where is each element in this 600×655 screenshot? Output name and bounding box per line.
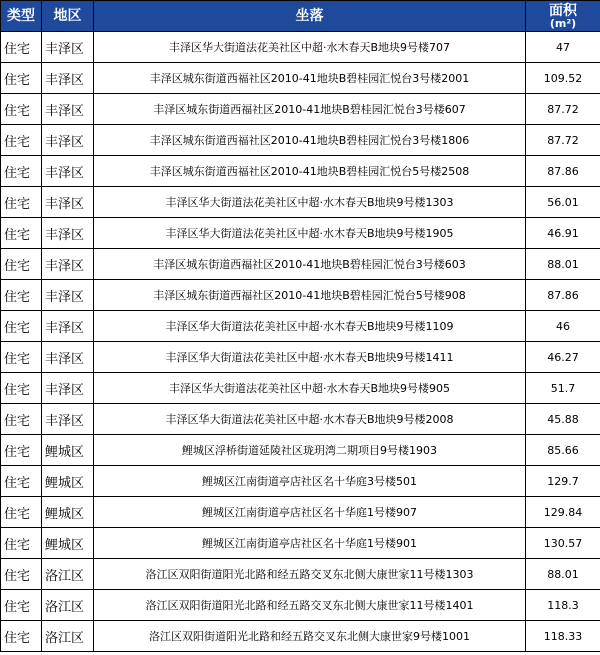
cell-type: 住宅 <box>1 94 42 125</box>
cell-address: 丰泽区华大街道法花美社区中超·水木春天B地块9号楼1109 <box>94 311 526 342</box>
header-area <box>526 1 600 32</box>
cell-district: 洛江区 <box>42 590 94 621</box>
table-row <box>1 373 600 404</box>
cell-type: 住宅 <box>1 280 42 311</box>
cell-type: 住宅 <box>1 125 42 156</box>
cell-address: 丰泽区城东街道西福社区2010-41地块B碧桂园汇悦台5号楼2508 <box>94 156 526 187</box>
cell-area: 129.7 <box>526 466 600 497</box>
table-row <box>1 249 600 280</box>
cell-area: 46.91 <box>526 218 600 249</box>
cell-address: 丰泽区华大街道法花美社区中超·水木春天B地块9号楼905 <box>94 373 526 404</box>
cell-type: 住宅 <box>1 32 42 63</box>
table-row <box>1 466 600 497</box>
cell-area: 87.86 <box>526 280 600 311</box>
cell-district: 丰泽区 <box>42 249 94 280</box>
cell-address: 丰泽区华大街道法花美社区中超·水木春天B地块9号楼1303 <box>94 187 526 218</box>
cell-district: 丰泽区 <box>42 125 94 156</box>
cell-district: 洛江区 <box>42 621 94 652</box>
cell-address: 洛江区双阳街道阳光北路和经五路交叉东北侧大康世家9号楼1001 <box>94 621 526 652</box>
cell-district: 鲤城区 <box>42 435 94 466</box>
cell-district: 丰泽区 <box>42 404 94 435</box>
cell-area: 109.52 <box>526 63 600 94</box>
cell-district: 丰泽区 <box>42 311 94 342</box>
cell-address: 丰泽区华大街道法花美社区中超·水木春天B地块9号楼2008 <box>94 404 526 435</box>
table-row <box>1 559 600 590</box>
cell-district: 丰泽区 <box>42 342 94 373</box>
cell-type: 住宅 <box>1 590 42 621</box>
cell-type: 住宅 <box>1 404 42 435</box>
table-row <box>1 280 600 311</box>
cell-address: 丰泽区城东街道西福社区2010-41地块B碧桂园汇悦台3号楼1806 <box>94 125 526 156</box>
cell-type: 住宅 <box>1 63 42 94</box>
cell-address: 鲤城区江南街道亭店社区名十华庭1号楼901 <box>94 528 526 559</box>
cell-address: 洛江区双阳街道阳光北路和经五路交叉东北侧大康世家11号楼1303 <box>94 559 526 590</box>
table-row <box>1 218 600 249</box>
cell-type: 住宅 <box>1 466 42 497</box>
cell-district: 丰泽区 <box>42 218 94 249</box>
table-row <box>1 156 600 187</box>
cell-type: 住宅 <box>1 528 42 559</box>
cell-district: 丰泽区 <box>42 156 94 187</box>
cell-area: 51.7 <box>526 373 600 404</box>
cell-area: 87.86 <box>526 156 600 187</box>
table-row <box>1 342 600 373</box>
cell-address: 丰泽区城东街道西福社区2010-41地块B碧桂园汇悦台3号楼2001 <box>94 63 526 94</box>
cell-district: 丰泽区 <box>42 63 94 94</box>
cell-type: 住宅 <box>1 249 42 280</box>
cell-address: 丰泽区城东街道西福社区2010-41地块B碧桂园汇悦台3号楼603 <box>94 249 526 280</box>
header-row <box>1 1 600 32</box>
cell-area: 87.72 <box>526 94 600 125</box>
cell-address: 鲤城区江南街道亭店社区名十华庭3号楼501 <box>94 466 526 497</box>
cell-address: 鲤城区浮桥街道延陵社区珑玥湾二期项目9号楼1903 <box>94 435 526 466</box>
cell-district: 丰泽区 <box>42 94 94 125</box>
cell-district: 丰泽区 <box>42 32 94 63</box>
cell-type: 住宅 <box>1 621 42 652</box>
cell-area: 118.3 <box>526 590 600 621</box>
header-district: 地区 <box>42 1 94 32</box>
cell-district: 鲤城区 <box>42 528 94 559</box>
cell-address: 丰泽区城东街道西福社区2010-41地块B碧桂园汇悦台3号楼607 <box>94 94 526 125</box>
cell-address: 丰泽区华大街道法花美社区中超·水木春天B地块9号楼1905 <box>94 218 526 249</box>
cell-type: 住宅 <box>1 373 42 404</box>
cell-address: 丰泽区城东街道西福社区2010-41地块B碧桂园汇悦台5号楼908 <box>94 280 526 311</box>
cell-district: 丰泽区 <box>42 280 94 311</box>
cell-area: 130.57 <box>526 528 600 559</box>
cell-area: 88.01 <box>526 559 600 590</box>
cell-area: 46 <box>526 311 600 342</box>
cell-area: 87.72 <box>526 125 600 156</box>
table-row <box>1 497 600 528</box>
cell-district: 洛江区 <box>42 559 94 590</box>
table-row <box>1 404 600 435</box>
cell-type: 住宅 <box>1 342 42 373</box>
header-area-unit: (m²) <box>549 16 577 30</box>
cell-address: 丰泽区华大街道法花美社区中超·水木春天B地块9号楼1411 <box>94 342 526 373</box>
cell-address: 洛江区双阳街道阳光北路和经五路交叉东北侧大康世家11号楼1401 <box>94 590 526 621</box>
table-row <box>1 435 600 466</box>
header-address: 坐落 <box>94 1 526 32</box>
cell-type: 住宅 <box>1 156 42 187</box>
cell-district: 鲤城区 <box>42 466 94 497</box>
table-row <box>1 32 600 63</box>
cell-type: 住宅 <box>1 187 42 218</box>
cell-district: 丰泽区 <box>42 187 94 218</box>
cell-district: 鲤城区 <box>42 497 94 528</box>
cell-address: 鲤城区江南街道亭店社区名十华庭1号楼907 <box>94 497 526 528</box>
cell-district: 丰泽区 <box>42 373 94 404</box>
table-row <box>1 621 600 652</box>
cell-area: 118.33 <box>526 621 600 652</box>
header-area-label: 面积 <box>549 2 577 19</box>
cell-type: 住宅 <box>1 311 42 342</box>
table-row <box>1 311 600 342</box>
cell-area: 45.88 <box>526 404 600 435</box>
cell-address: 丰泽区华大街道法花美社区中超·水木春天B地块9号楼707 <box>94 32 526 63</box>
table-row <box>1 187 600 218</box>
cell-type: 住宅 <box>1 218 42 249</box>
cell-area: 56.01 <box>526 187 600 218</box>
cell-area: 85.66 <box>526 435 600 466</box>
table-row <box>1 590 600 621</box>
table-row <box>1 528 600 559</box>
cell-area: 46.27 <box>526 342 600 373</box>
cell-area: 47 <box>526 32 600 63</box>
table-row <box>1 125 600 156</box>
cell-area: 129.84 <box>526 497 600 528</box>
cell-type: 住宅 <box>1 497 42 528</box>
cell-area: 88.01 <box>526 249 600 280</box>
table-row <box>1 94 600 125</box>
header-type: 类型 <box>1 1 42 32</box>
cell-type: 住宅 <box>1 559 42 590</box>
table-row <box>1 63 600 94</box>
cell-type: 住宅 <box>1 435 42 466</box>
